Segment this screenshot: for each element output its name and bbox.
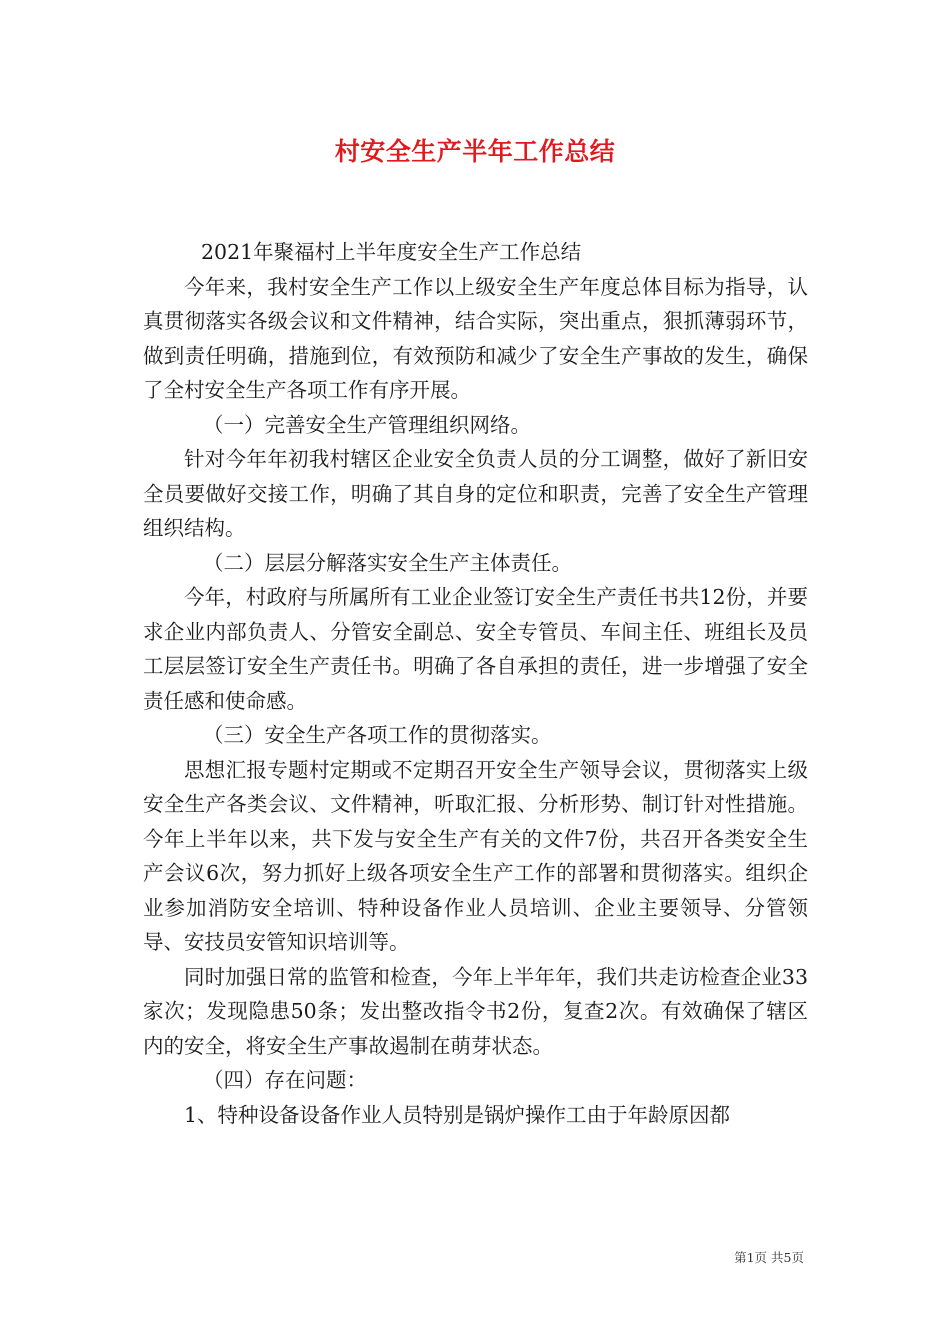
paragraph-intro: 今年来，我村安全生产工作以上级安全生产年度总体目标为指导，认真贯彻落实各级会议和文件精神，结合实际，突出重点，狠抓薄弱环节，做到责任明确，措施到位，有效预防和减少了安全生产事故的发生，确保了全村安全生产各项工作有序开展。: [143, 274, 808, 402]
document-title: 村安全生产半年工作总结: [334, 137, 616, 166]
section-heading-3: （三）安全生产各项工作的贯彻落实。: [203, 723, 552, 747]
page-number-footer: 第1页 共5页: [734, 1250, 804, 1265]
document-subtitle: 2021年聚福村上半年度安全生产工作总结: [201, 240, 582, 264]
section-heading-2: （二）层层分解落实安全生产主体责任。: [203, 550, 572, 575]
section-heading-4: （四）存在问题：: [203, 1068, 367, 1092]
paragraph-section-3b: 同时加强日常的监管和检查，今年上半年年，我们共走访检查企业33家次；发现隐患50条；发出整改指令书2份，复查2次。有效确保了辖区内的安全，将安全生产事故遏制在萌芽状态。: [143, 964, 808, 1058]
paragraph-section-3a: 思想汇报专题村定期或不定期召开安全生产领导会议，贯彻落实上级安全生产各类会议、文件精神，听取汇报、分析形势、制订针对性措施。今年上半年以来，共下发与安全生产有关的文件7份，共召开各类安全生产会议6次，努力抓好上级各项安全生产工作的部署和贯彻落实。组织企业参加消防安全培训、特种设备作业人员培训、企业主要领导、分管领导、安技员安管知识培训等。: [143, 757, 808, 954]
section-heading-1: （一）完善安全生产管理组织网络。: [203, 412, 531, 437]
paragraph-section-2: 今年，村政府与所属所有工业企业签订安全生产责任书共12份，并要求企业内部负责人、分管安全副总、安全专管员、车间主任、班组长及员工层层签订安全生产责任书。明确了各自承担的责任，进一步增强了安全责任感和使命感。: [143, 585, 808, 713]
paragraph-section-4: 1、特种设备设备作业人员特别是锅炉操作工由于年龄原因都: [184, 1102, 731, 1127]
paragraph-section-1: 针对今年年初我村辖区企业安全负责人员的分工调整，做好了新旧安全员要做好交接工作，明确了其自身的定位和职责，完善了安全生产管理组织结构。: [143, 447, 808, 540]
document-body: [143, 235, 808, 1132]
